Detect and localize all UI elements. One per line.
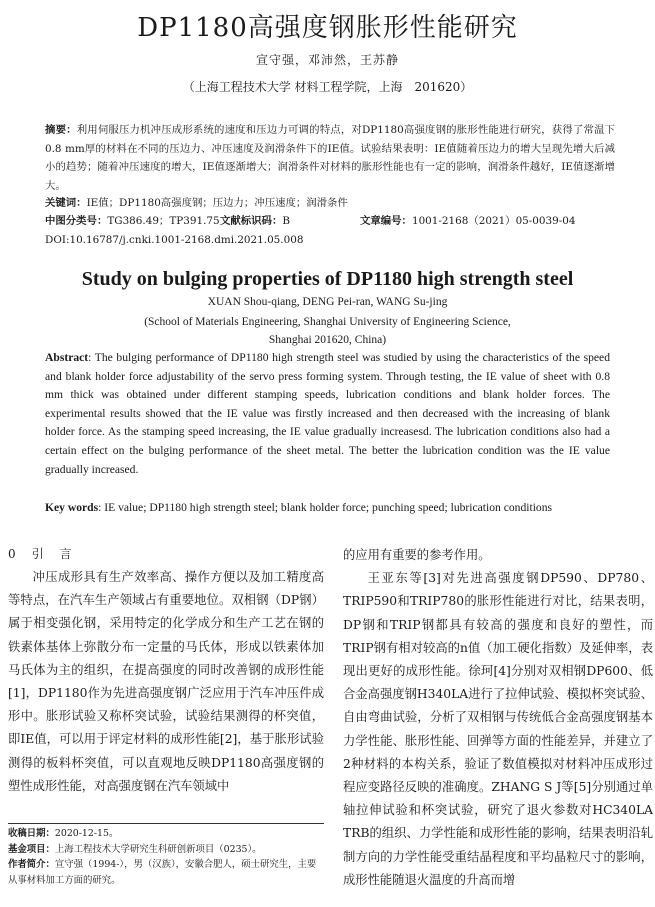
english-authors: XUAN Shou-qiang, DENG Pei-ran, WANG Su-jing bbox=[207, 296, 448, 308]
chinese-affiliation: （上海工程技术大学 材料工程学院，上海 201620） bbox=[182, 80, 473, 94]
footnote-fund bbox=[8, 842, 324, 858]
footnotes bbox=[8, 826, 324, 888]
right-paragraph-continuation: 的应用有重要的参考作用。 bbox=[343, 548, 491, 562]
author-bio-label: 作者简介： bbox=[8, 859, 55, 870]
chinese-keywords-text: IE值；DP1180高强度钢；压边力；冲压速度；润滑条件 bbox=[86, 197, 348, 209]
chinese-keywords-label: 关键词： bbox=[45, 197, 87, 209]
article-number-value: 1001-2168（2021）05-0039-04 bbox=[411, 215, 576, 227]
received-label: 收稿日期： bbox=[8, 828, 55, 839]
article-number bbox=[360, 212, 575, 230]
english-abstract bbox=[45, 349, 610, 479]
clc-number bbox=[45, 212, 220, 230]
chinese-abstract-text: 利用伺服压力机冲压成形系统的速度和压边力可调的特点，对DP1180高强度钢的胀形性能进行研究，获得了常温下0.8 mm厚的材料在不同的压边力、冲压速度及润滑条件下的IE值。试验结果表明：IE值随着压边力的增大呈现先增大后减小的趋势；随着冲压速度的增大，IE值逐渐增大；润滑条件对材料的胀形性能也有一定的影响，润滑条件越好，IE值逐渐增大。 bbox=[45, 124, 616, 192]
english-title: Study on bulging properties of DP1180 high strength steel bbox=[81, 268, 574, 290]
english-abstract-text: : The bulging performance of DP1180 high strength steel was studied by using the characteristics of the speed and blank holder force adjustability of the servo press forming system. Through testing, the IE value of sheet with 0.8 mm thick was obtained under different stamping speeds, lubrication conditions and blank holder forces. The experimental results showed that the IE value was firstly increased and then decreased with the increasing of blank holder force. As the stamping speed increasing, the IE value gradually increasesd. The lubrication conditions also had a certain effect on the bulging performance of the sheet metal. The better the lubrication condition was the IE value gradually increased. bbox=[45, 351, 610, 476]
fund-value: 上海工程技术大学研究生科研创新项目（0235）。 bbox=[54, 843, 262, 855]
english-keywords bbox=[45, 499, 610, 517]
footnote-author bbox=[8, 857, 324, 888]
english-affiliation-line1: (School of Materials Engineering, Shanghai University of Engineering Science, bbox=[144, 316, 511, 328]
english-abstract-label: Abstract bbox=[45, 351, 89, 364]
document-code-value: B bbox=[282, 215, 290, 227]
left-column bbox=[8, 544, 324, 798]
chinese-abstract-label: 摘要： bbox=[45, 124, 77, 136]
clc-value: TG386.49；TP391.75 bbox=[107, 215, 220, 227]
footnote-received bbox=[8, 826, 324, 842]
classification-row bbox=[45, 212, 615, 230]
clc-label: 中图分类号： bbox=[45, 215, 108, 227]
chinese-title: DP1180高强度钢胀形性能研究 bbox=[137, 13, 518, 43]
fund-label: 基金项目： bbox=[8, 843, 55, 855]
chinese-abstract bbox=[45, 121, 615, 195]
chinese-keywords bbox=[45, 194, 615, 212]
author-bio-value: 宣守强（1994-），男（汉族），安徽合肥人，硕士研究生，主要从事材料加工方面的研究。 bbox=[8, 859, 317, 886]
right-column bbox=[343, 544, 653, 892]
right-paragraph-literature: 王亚东等[3]对先进高强度钢DP590、DP780、TRIP590和TRIP780的胀形性能进行对比，结果表明，DP钢和TRIP钢都具有较高的强度和良好的塑性，而TRIP钢有相对较高的n值（加工硬化指数）及延伸率，表现出更好的成形性能。徐珂[4]分别对双相钢DP600、低合金高强度钢H340LA进行了拉伸试验、模拟杯突试验、自由弯曲试验，分析了双相钢与传统低合金高强度钢基本力学性能、胀形性能、回弹等方面的性能差异，并建立了2种材料的本构关系，验证了数值模拟对材料冲压成形过程应变路径反映的准确度。ZHANG S J等[5]分别通过单轴拉伸试验和杯突试验，研究了退火参数对HC340LA TRB的组织、力学性能和成形性能的影响，结果表明沿轧制方向的力学性能受重结晶程度和平均晶粒尺寸的影响，成形性能随退火温度的升高而增 bbox=[343, 571, 653, 887]
section-heading-introduction: 0 引 言 bbox=[8, 547, 74, 561]
doi: DOI:10.16787/j.cnki.1001-2168.dmi.2021.05.008 bbox=[45, 234, 304, 246]
english-keywords-text: : IE value; DP1180 high strength steel; blank holder force; punching speed; lubrication conditions bbox=[98, 501, 553, 514]
footnote-divider bbox=[8, 823, 324, 824]
english-keywords-label: Key words bbox=[45, 501, 99, 514]
intro-paragraph: 冲压成形具有生产效率高、操作方便以及加工精度高等特点，在汽车生产领域占有重要地位。双相钢（DP钢）属于相变强化钢，采用特定的化学成分和生产工艺在钢的铁素体基体上弥散分布一定量的马氏体，形成以铁素体加马氏体为主的组织，在提高强度的同时改善钢的成形性能[1]，DP1180作为先进高强度钢广泛应用于汽车冲压件成形中。胀形试验又称杯突试验，试验结果测得的杯突值，即IE值，可以用于评定材料的成形性能[2]，基于胀形试验测得的板料杯突值，可以直观地反映DP1180高强度钢的塑性成形性能，对高强度钢在汽车领域中 bbox=[8, 570, 324, 793]
chinese-authors: 宣守强，邓沛然，王苏静 bbox=[255, 53, 399, 67]
article-number-label: 文章编号： bbox=[360, 215, 412, 227]
received-value: 2020-12-15。 bbox=[54, 828, 119, 839]
document-code bbox=[220, 212, 360, 230]
document-code-label: 文献标识码： bbox=[220, 215, 283, 227]
english-affiliation-line2: Shanghai 201620, China) bbox=[268, 334, 387, 346]
